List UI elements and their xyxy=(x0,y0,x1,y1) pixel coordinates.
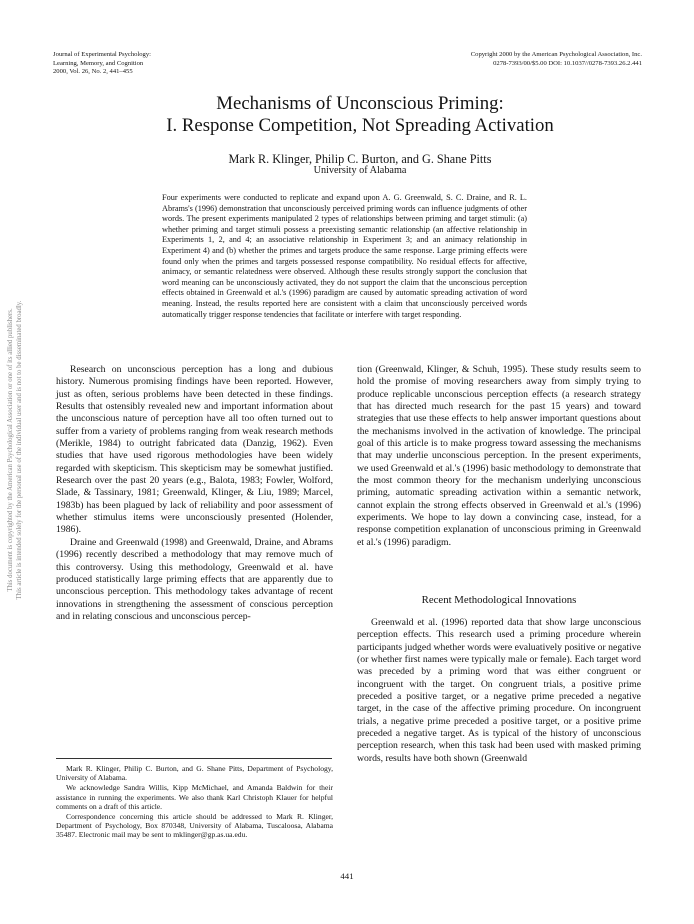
journal-name-line: Journal of Experimental Psychology: xyxy=(53,51,151,58)
body-paragraph: Research on unconscious perception has a long and dubious history. Numerous promising findings have been reported. However, just as often, serious problems have been detected in these findings. Results that ostensibly revealed new and important information about the unconscious nature of perception have all too often turned out to suffer from a variety of problems ranging from weak research methods (Merikle, 1984) to outright fabricated data (Danzig, 1962). Even studies that have used rigorous methodologies have been widely regarded with skepticism. This skepticism may be somewhat justified. Research over the past 20 years (e.g., Balota, 1983; Fowler, Wolford, Slade, & Tassinary, 1981; Greenwald, Klinger, & Liu, 1989; Marcel, 1983b) has been plagued by lack of reliability and poor assessment of whether stimulus items were unconsciously presented (Holender, 1986). xyxy=(56,364,333,536)
copyright-side-notice xyxy=(0,260,30,640)
left-column xyxy=(56,364,333,623)
body-paragraph: tion (Greenwald, Klinger, & Schuh, 1995). These study results seem to hold the promise of moving researchers away from simply trying to produce replicable unconscious perception effects (a research strategy that has directed much research for the past 15 years) and toward strategies that use these effects to help answer important questions about the mechanisms involved in the activation of knowledge. The principal goal of this article is to make progress toward assessing the mechanisms that may underlie unconscious perception. In the present experiments, we used Greenwald et al.'s (1996) basic methodology to demonstrate that the most common theory for the mechanism underlying unconscious priming, automatic spreading activation within a semantic network, cannot explain the strong effects observed in Greenwald et al.'s (1996) experiments. We hope to lay down a convincing case, instead, for a response competition explanation of unconscious priming in Greenwald et al.'s (1996) paradigm. xyxy=(357,364,641,548)
journal-citation xyxy=(53,51,303,77)
author-affiliation: University of Alabama xyxy=(313,165,407,176)
journal-volume-line: 2000, Vol. 26, No. 2, 441–455 xyxy=(53,68,133,76)
body-paragraph: Draine and Greenwald (1998) and Greenwald, Draine, and Abrams (1996) recently described a methodology that may remove much of this controversy. Using this methodology, Greenwald et al. have produced statistically large priming effects that are apparently due to unconscious perception. This methodology takes advantage of recent innovations in strengthening the assessment of conscious perception and in relating conscious and unconscious percep- xyxy=(56,536,333,622)
copyright-notice xyxy=(342,51,642,68)
author-list: Mark R. Klinger, Philip C. Burton, and G. Shane Pitts xyxy=(228,152,492,166)
copyright-line: Copyright 2000 by the American Psychological Association, Inc. xyxy=(470,51,642,58)
abstract: Four experiments were conducted to replicate and expand upon A. G. Greenwald, S. C. Draine, and R. L. Abrams's (1996) demonstration that unconsciously perceived priming words can influence judgments of other words. The present experiments manipulated 2 types of relationships between priming and target stimuli: (a) whether priming and target stimuli possess a preexisting semantic relationship (an affective relationship in Experiments 1, 2, and 4; an associative relationship in Experiment 3; and an animacy relationship in Experiment 4) and (b) whether the primes and targets produce the same response. Large priming effects were found only when the primes and targets possessed response compatibility. No residual effects for affective, animacy, or semantic relatedness were observed. Although these results strongly support the conclusion that word meaning can be unconsciously activated, they do not support the claim that the unconscious perception effects obtained in Greenwald et al.'s (1996) paradigm are caused by automatic spreading activation of word meaning. Instead, the results reported here are consistent with a claim that unconsciously perceived words automatically trigger response tendencies that facilitate or interfere with target responding. xyxy=(162,193,527,319)
journal-subtitle-line: Learning, Memory, and Cognition xyxy=(53,59,144,67)
right-column-top xyxy=(357,364,641,549)
title-line-1: Mechanisms of Unconscious Priming: xyxy=(216,93,504,114)
author-note xyxy=(56,764,333,841)
side-notice-line-1: This document is copyrighted by the American Psychological Association or one of its allied publishers. xyxy=(7,308,14,592)
section-heading: Recent Methodological Innovations xyxy=(421,594,577,606)
body-paragraph: Greenwald et al. (1996) reported data that show large unconscious perception effects. This research used a priming procedure wherein participants judged whether words were evaluatively positive or negative (or whether first names were typically male or female). Each target word was preceded by a priming word that was either congruent or incongruent with the target. On congruent trials, a positive prime preceded a positive target, or a negative prime preceded a negative target, in the case of the affective priming procedure. On incongruent trials, a negative prime preceded a positive target, or a positive prime preceded a negative target. As is typical of the history of unconscious perception research, when this task had been used with masked priming words, results have both shown (Greenwald xyxy=(357,617,641,764)
footnote-correspondence: Correspondence concerning this article should be addressed to Mark R. Klinger, Department of Psychology, Box 870348, University of Alabama, Tuscaloosa, Alabama 35487. Electronic mail may be sent to mklinger@gp.as.ua.edu. xyxy=(56,812,333,840)
doi-line: 0278-7393/00/$5.00 DOI: 10.1037//0278-7393.26.2.441 xyxy=(493,59,642,67)
side-notice-line-2: This article is intended solely for the personal use of the individual user and is not to be disseminated broadly. xyxy=(16,300,23,600)
right-column-bottom xyxy=(357,617,641,765)
page-number: 441 xyxy=(340,871,354,881)
article-title xyxy=(40,93,680,137)
footnote-acknowledgments: We acknowledge Sandra Willis, Kipp McMichael, and Amanda Baldwin for their assistance in running the experiments. We also thank Karl Christoph Klauer for helpful comments on a draft of this article. xyxy=(56,783,333,811)
title-line-2: I. Response Competition, Not Spreading Activation xyxy=(166,115,554,136)
footnote-divider xyxy=(56,758,332,759)
footnote-affiliation: Mark R. Klinger, Philip C. Burton, and G. Shane Pitts, Department of Psychology, University of Alabama. xyxy=(56,764,333,783)
